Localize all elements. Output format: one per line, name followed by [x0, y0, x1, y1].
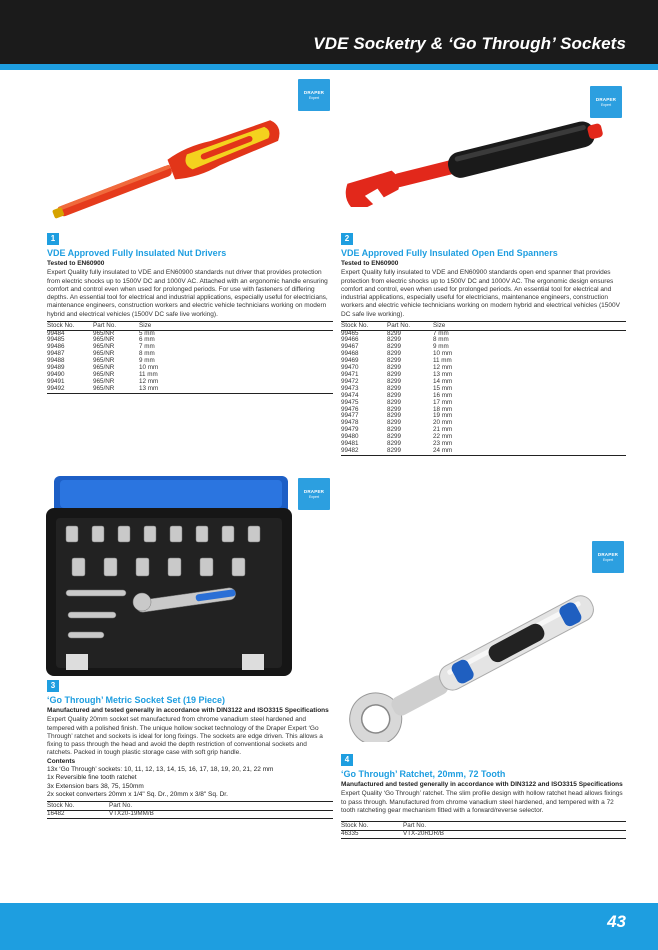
- table-cell: 99476: [341, 405, 359, 413]
- table-cell: 13 mm: [139, 384, 159, 392]
- product-description: Expert Quality fully insulated to VDE and EN60900 standards open end spanner that provides protection from electric shocks up to 1500V DC and 1000V AC. The ergonomic design ensures comfort and control, even when used for prolonged periods. An essential tool for electrical and industrial applications, especially useful for electricians, maintenance engineers, construction workers and electric vehicle technicians working on modern hybrid and electrical vehicles (1500V DC safe live working).: [341, 269, 620, 318]
- table-cell: 99485: [47, 336, 65, 344]
- table-cell: 46335: [341, 829, 359, 837]
- draper-expert-logo: DRAPER Expert: [592, 541, 624, 573]
- column-header: Part No.: [109, 802, 133, 810]
- product-title: ‘Go Through’ Ratchet, 20mm, 72 Tooth: [341, 769, 506, 779]
- column-header: Stock No.: [47, 802, 75, 810]
- table-cell: 7 mm: [139, 343, 155, 351]
- table-cell: 8299: [387, 357, 402, 365]
- table-cell: 99469: [341, 357, 359, 365]
- column-header: Size: [433, 322, 446, 330]
- contents-item: 1x Reversible fine tooth ratchet: [47, 774, 137, 782]
- header-stripe: [0, 64, 658, 70]
- product-subtitle: Manufactured and tested generally in accordance with DIN3122 and ISO3315 Specifications: [341, 781, 623, 788]
- table-row: [47, 358, 333, 365]
- table-cell: 16 mm: [433, 391, 453, 399]
- table-cell: 18 mm: [433, 405, 453, 413]
- table-cell: 99484: [47, 329, 65, 337]
- contents-item: 13x ‘Go Through’ sockets: 10, 11, 12, 13, 14, 15, 16, 17, 18, 19, 20, 21, 22 mm: [47, 766, 274, 774]
- table-cell: VTX20-19MM/B: [109, 809, 154, 817]
- table-row: [341, 434, 626, 441]
- table-cell: 99482: [341, 446, 359, 454]
- table-cell: 965/NR: [93, 364, 115, 372]
- contents-heading: Contents: [47, 757, 76, 765]
- product-section-4: [341, 754, 626, 839]
- table-cell: 8 mm: [139, 350, 155, 358]
- table-row: [341, 358, 626, 365]
- table-cell: 99489: [47, 364, 65, 372]
- draper-expert-logo: DRAPER Expert: [590, 86, 622, 118]
- table-row: [47, 337, 333, 344]
- table-row: [47, 330, 333, 337]
- table-cell: 99465: [341, 329, 359, 337]
- table-cell: 99477: [341, 412, 359, 420]
- table-cell: 965/NR: [93, 336, 115, 344]
- table-cell: 10 mm: [433, 350, 453, 358]
- column-header: Stock No.: [47, 322, 75, 330]
- column-header: Part No.: [387, 322, 411, 330]
- table-cell: 8299: [387, 405, 402, 413]
- table-cell: 8299: [387, 391, 402, 399]
- page-footer: [0, 903, 658, 950]
- product-section-3: [47, 680, 333, 819]
- table-cell: 99492: [47, 384, 65, 392]
- column-header: Stock No.: [341, 322, 369, 330]
- table-cell: 8299: [387, 350, 402, 358]
- table-cell: 99478: [341, 419, 359, 427]
- table-cell: 8299: [387, 377, 402, 385]
- column-header: Size: [139, 322, 152, 330]
- table-cell: 965/NR: [93, 371, 115, 379]
- spanner-image: [336, 112, 616, 207]
- table-cell: 965/NR: [93, 377, 115, 385]
- ratchet-image: [312, 592, 622, 742]
- page-title: VDE Socketry & ‘Go Through’ Sockets: [313, 34, 626, 53]
- product-subtitle: Tested to EN60900: [47, 260, 105, 267]
- table-cell: 99474: [341, 391, 359, 399]
- table-cell: 9 mm: [139, 357, 155, 365]
- table-cell: 8299: [387, 419, 402, 427]
- table-cell: 20 mm: [433, 419, 453, 427]
- table-cell: 8299: [387, 364, 402, 372]
- table-cell: 6 mm: [139, 336, 155, 344]
- table-cell: 965/NR: [93, 343, 115, 351]
- table-cell: 8299: [387, 343, 402, 351]
- product-number-badge: 4: [341, 754, 353, 766]
- draper-expert-logo: DRAPER Expert: [298, 79, 330, 111]
- table-cell: 965/NR: [93, 350, 115, 358]
- product-description: Expert Quality fully insulated to VDE and EN60900 standards nut driver that provides protection from electric shocks up to 1500V DC and 1000V AC. Attached with an ergonomic handle ensuring comfort and control even when used for prolonged periods. For use with fasteners of differing depths. An essential tool for electrical and industrial applications, especially useful for electricians, maintenance engineers, construction workers and electric vehicle technicians working on modern hybrid and electrical vehicles (1500V DC safe live working).: [47, 269, 328, 318]
- table-row: [341, 365, 626, 372]
- table-cell: 99486: [47, 343, 65, 351]
- table-cell: 11 mm: [433, 357, 452, 365]
- table-row: [341, 420, 626, 427]
- product-number-badge: 3: [47, 680, 59, 692]
- table-row: [47, 810, 333, 818]
- column-header: Stock No.: [341, 822, 369, 830]
- table-cell: 99472: [341, 377, 359, 385]
- contents-item: 2x socket converters 20mm x 1/4" Sq. Dr., 20mm x 3/8" Sq. Dr.: [47, 790, 228, 798]
- table-row: [47, 344, 333, 351]
- table-cell: 8299: [387, 336, 402, 344]
- table-cell: 99470: [341, 364, 359, 372]
- product-description: Expert Quality ‘Go Through’ ratchet. The slim profile design with hollow ratchet head allows fixings to pass through. Manufactured from chrome vanadium steel hardened, and tempered with a 72 tooth ratcheting gear mechanism fitted with a forward/reverse selector.: [341, 790, 623, 814]
- table-cell: 8299: [387, 440, 402, 448]
- table-row: [341, 407, 626, 414]
- product-title: VDE Approved Fully Insulated Nut Drivers: [47, 248, 227, 258]
- table-cell: 8299: [387, 398, 402, 406]
- table-cell: 13 mm: [433, 371, 453, 379]
- table-row: [341, 344, 626, 351]
- table-cell: 99468: [341, 350, 359, 358]
- table-row: [47, 365, 333, 372]
- table-cell: 21 mm: [433, 426, 453, 434]
- table-cell: 5 mm: [139, 329, 155, 337]
- table-cell: 8299: [387, 433, 402, 441]
- product-subtitle: Manufactured and tested generally in accordance with DIN3122 and ISO3315 Specifications: [47, 707, 329, 714]
- table-cell: 8299: [387, 329, 402, 337]
- table-cell: 8 mm: [433, 336, 449, 344]
- draper-expert-logo: DRAPER Expert: [298, 478, 330, 510]
- product-table: [47, 321, 333, 394]
- table-cell: 99491: [47, 377, 65, 385]
- product-section-2: [341, 233, 626, 456]
- product-number-badge: 2: [341, 233, 353, 245]
- table-cell: 12 mm: [139, 377, 159, 385]
- table-cell: 19 mm: [433, 412, 453, 420]
- table-cell: 99490: [47, 371, 65, 379]
- product-subtitle: Tested to EN60900: [341, 260, 399, 267]
- table-cell: 14 mm: [433, 377, 453, 385]
- table-row: [47, 379, 333, 386]
- product-section-1: [47, 233, 333, 394]
- table-cell: 99475: [341, 398, 359, 406]
- table-cell: 12 mm: [433, 364, 453, 372]
- table-cell: 99488: [47, 357, 65, 365]
- nut-driver-image: [44, 120, 294, 225]
- table-row: [47, 351, 333, 358]
- table-row: [341, 413, 626, 420]
- table-row: [341, 337, 626, 344]
- table-cell: 99467: [341, 343, 359, 351]
- column-header: Part No.: [93, 322, 117, 330]
- table-cell: 965/NR: [93, 357, 115, 365]
- table-cell: 11 mm: [139, 371, 158, 379]
- table-cell: 99481: [341, 440, 359, 448]
- table-row: [341, 830, 626, 838]
- table-cell: 8299: [387, 412, 402, 420]
- table-row: [341, 379, 626, 386]
- table-cell: 24 mm: [433, 446, 453, 454]
- table-cell: 8299: [387, 426, 402, 434]
- table-row: [341, 393, 626, 400]
- table-row: [341, 372, 626, 379]
- product-table: [341, 321, 626, 456]
- table-cell: 965/NR: [93, 384, 115, 392]
- table-row: [341, 441, 626, 448]
- table-cell: 8299: [387, 446, 402, 454]
- table-cell: 99479: [341, 426, 359, 434]
- column-header: Part No.: [403, 822, 427, 830]
- product-number-badge: 1: [47, 233, 59, 245]
- table-cell: 99471: [341, 371, 359, 379]
- table-cell: 23 mm: [433, 440, 453, 448]
- product-title: ‘Go Through’ Metric Socket Set (19 Piece): [47, 695, 226, 705]
- table-cell: 99473: [341, 384, 359, 392]
- table-cell: VTX-20RDR/B: [403, 829, 444, 837]
- product-title: VDE Approved Fully Insulated Open End Spanners: [341, 248, 558, 258]
- table-cell: 8299: [387, 384, 402, 392]
- contents-item: 3x Extension bars 38, 75, 150mm: [47, 782, 144, 790]
- table-cell: 22 mm: [433, 433, 453, 441]
- table-row: [341, 400, 626, 407]
- socket-set-image: [46, 472, 292, 678]
- product-description: Expert Quality 20mm socket set manufactured from chrome vanadium steel hardened and tempered with a polished finish. The unique hollow socket technology of the Draper Expert ‘Go Through’ ratchet and sockets is ideal for long fixings. The sockets are edge driven. This allows a fixing to pass through the head and avoid the depth restriction of conventional sockets and ratchets. Packed in tough plastic storage case with soft grip handle.: [47, 716, 323, 757]
- table-row: [341, 330, 626, 337]
- table-cell: 16482: [47, 809, 65, 817]
- table-row: [47, 372, 333, 379]
- table-row: [341, 448, 626, 455]
- table-cell: 10 mm: [139, 364, 159, 372]
- table-cell: 8299: [387, 371, 402, 379]
- table-cell: 17 mm: [433, 398, 453, 406]
- table-cell: 99480: [341, 433, 359, 441]
- page-header: [0, 0, 658, 64]
- product-table: [341, 821, 626, 838]
- page-number: 43: [607, 912, 626, 931]
- table-row: [341, 427, 626, 434]
- table-row: [341, 386, 626, 393]
- table-cell: 7 mm: [433, 329, 449, 337]
- table-row: [47, 386, 333, 393]
- table-cell: 9 mm: [433, 343, 449, 351]
- table-cell: 99487: [47, 350, 65, 358]
- product-table: [47, 801, 333, 818]
- table-row: [341, 351, 626, 358]
- table-cell: 965/NR: [93, 329, 115, 337]
- table-cell: 15 mm: [433, 384, 453, 392]
- table-cell: 99466: [341, 336, 359, 344]
